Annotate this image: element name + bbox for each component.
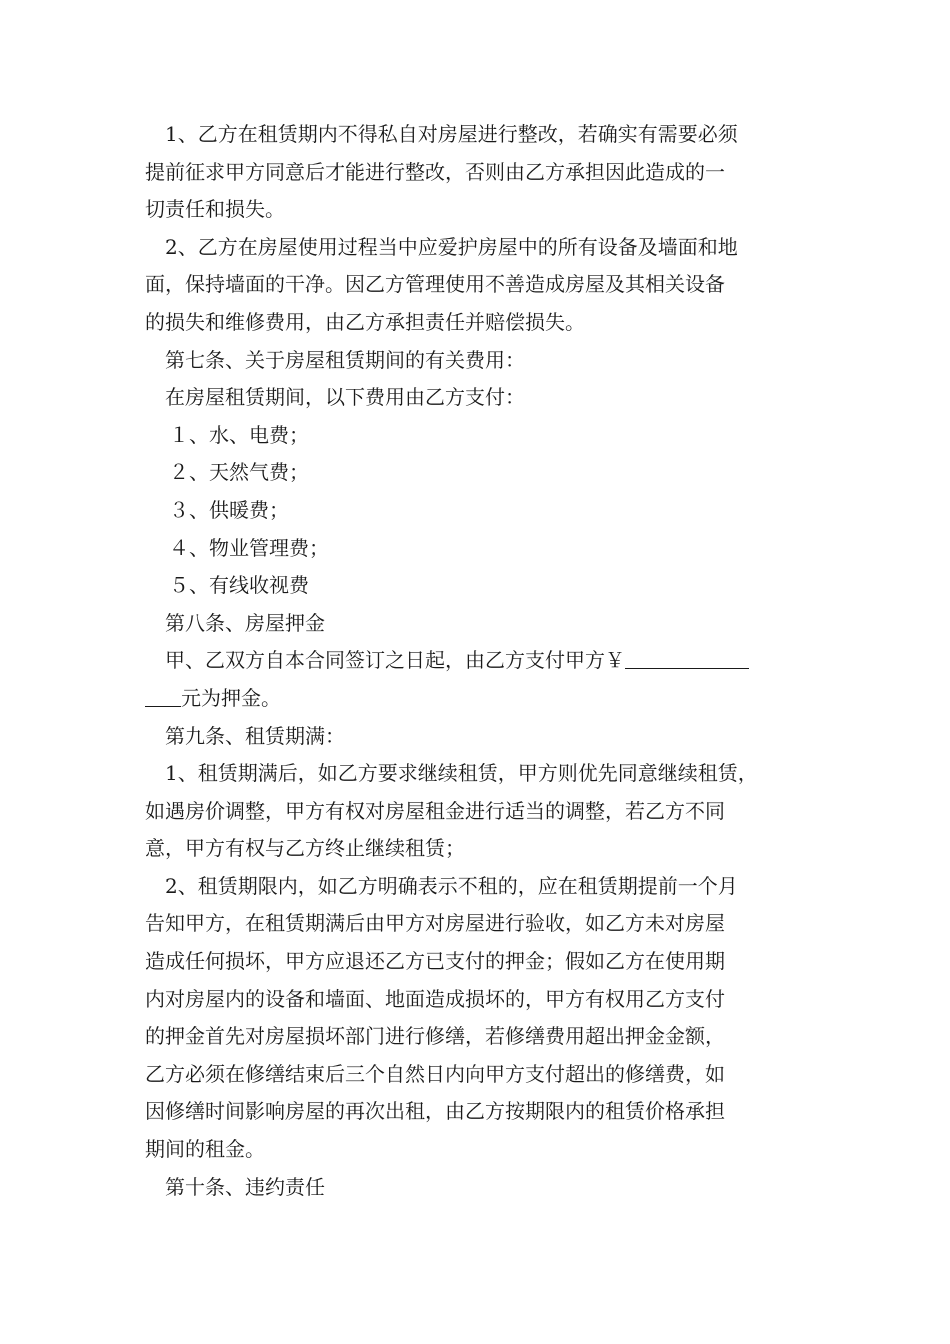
deposit-line-cont: [145, 680, 809, 718]
paragraph-line: 乙方必须在修缮结束后三个自然日内向甲方支付超出的修缮费，如: [145, 1061, 725, 1086]
deposit-amount-blank: [625, 644, 749, 669]
deposit-line: [145, 642, 809, 680]
paragraph-line: 意，甲方有权与乙方终止继续租赁；: [145, 836, 465, 861]
list-item: ４、物业管理费；: [169, 535, 329, 560]
article-heading-8: 第八条、房屋押金: [165, 610, 325, 635]
article-heading-7: 第七条、关于房屋租赁期间的有关费用：: [165, 347, 525, 372]
deposit-amount-blank-cont: [145, 682, 181, 707]
deposit-suffix: 元为押金。: [181, 685, 281, 710]
list-item: １、水、电费；: [169, 422, 309, 447]
paragraph-line: 的押金首先对房屋损坏部门进行修缮，若修缮费用超出押金金额，: [145, 1024, 725, 1049]
paragraph-line: 面，保持墙面的干净。因乙方管理使用不善造成房屋及其相关设备: [145, 272, 725, 297]
article-heading-9: 第九条、租赁期满：: [165, 723, 345, 748]
paragraph-line: 如遇房价调整，甲方有权对房屋租金进行适当的调整，若乙方不同: [145, 798, 725, 823]
paragraph-line: 期间的租金。: [145, 1137, 265, 1162]
list-item: ５、有线收视费: [169, 573, 309, 598]
paragraph-line: 1、租赁期满后，如乙方要求继续租赁，甲方则优先同意继续租赁，: [165, 761, 758, 786]
paragraph-line: 的损失和维修费用，由乙方承担责任并赔偿损失。: [145, 309, 585, 334]
list-item: ２、天然气费；: [169, 460, 309, 485]
paragraph-line: 在房屋租赁期间，以下费用由乙方支付：: [165, 385, 525, 410]
article-heading-10: 第十条、违约责任: [165, 1174, 325, 1199]
deposit-text: 甲、乙双方自本合同签订之日起，由乙方支付甲方￥: [165, 648, 625, 673]
list-item: ３、供暖费；: [169, 497, 289, 522]
paragraph-line: 告知甲方，在租赁期满后由甲方对房屋进行验收，如乙方未对房屋: [145, 911, 725, 936]
document-body: [145, 116, 809, 1206]
paragraph-line: 切责任和损失。: [145, 197, 285, 222]
paragraph-line: 内对房屋内的设备和墙面、地面造成损坏的，甲方有权用乙方支付: [145, 986, 725, 1011]
paragraph-line: 造成任何损坏，甲方应退还乙方已支付的押金；假如乙方在使用期: [145, 949, 725, 974]
paragraph-line: 1、乙方在租赁期内不得私自对房屋进行整改，若确实有需要必须: [165, 122, 738, 146]
paragraph-line: 提前征求甲方同意后才能进行整改，否则由乙方承担因此造成的一: [145, 159, 725, 184]
paragraph-line: 2、租赁期限内，如乙方明确表示不租的，应在租赁期提前一个月: [165, 873, 738, 898]
paragraph-line: 因修缮时间影响房屋的再次出租，由乙方按期限内的租赁价格承担: [145, 1099, 725, 1124]
paragraph-line: 2、乙方在房屋使用过程当中应爱护房屋中的所有设备及墙面和地: [165, 234, 738, 259]
